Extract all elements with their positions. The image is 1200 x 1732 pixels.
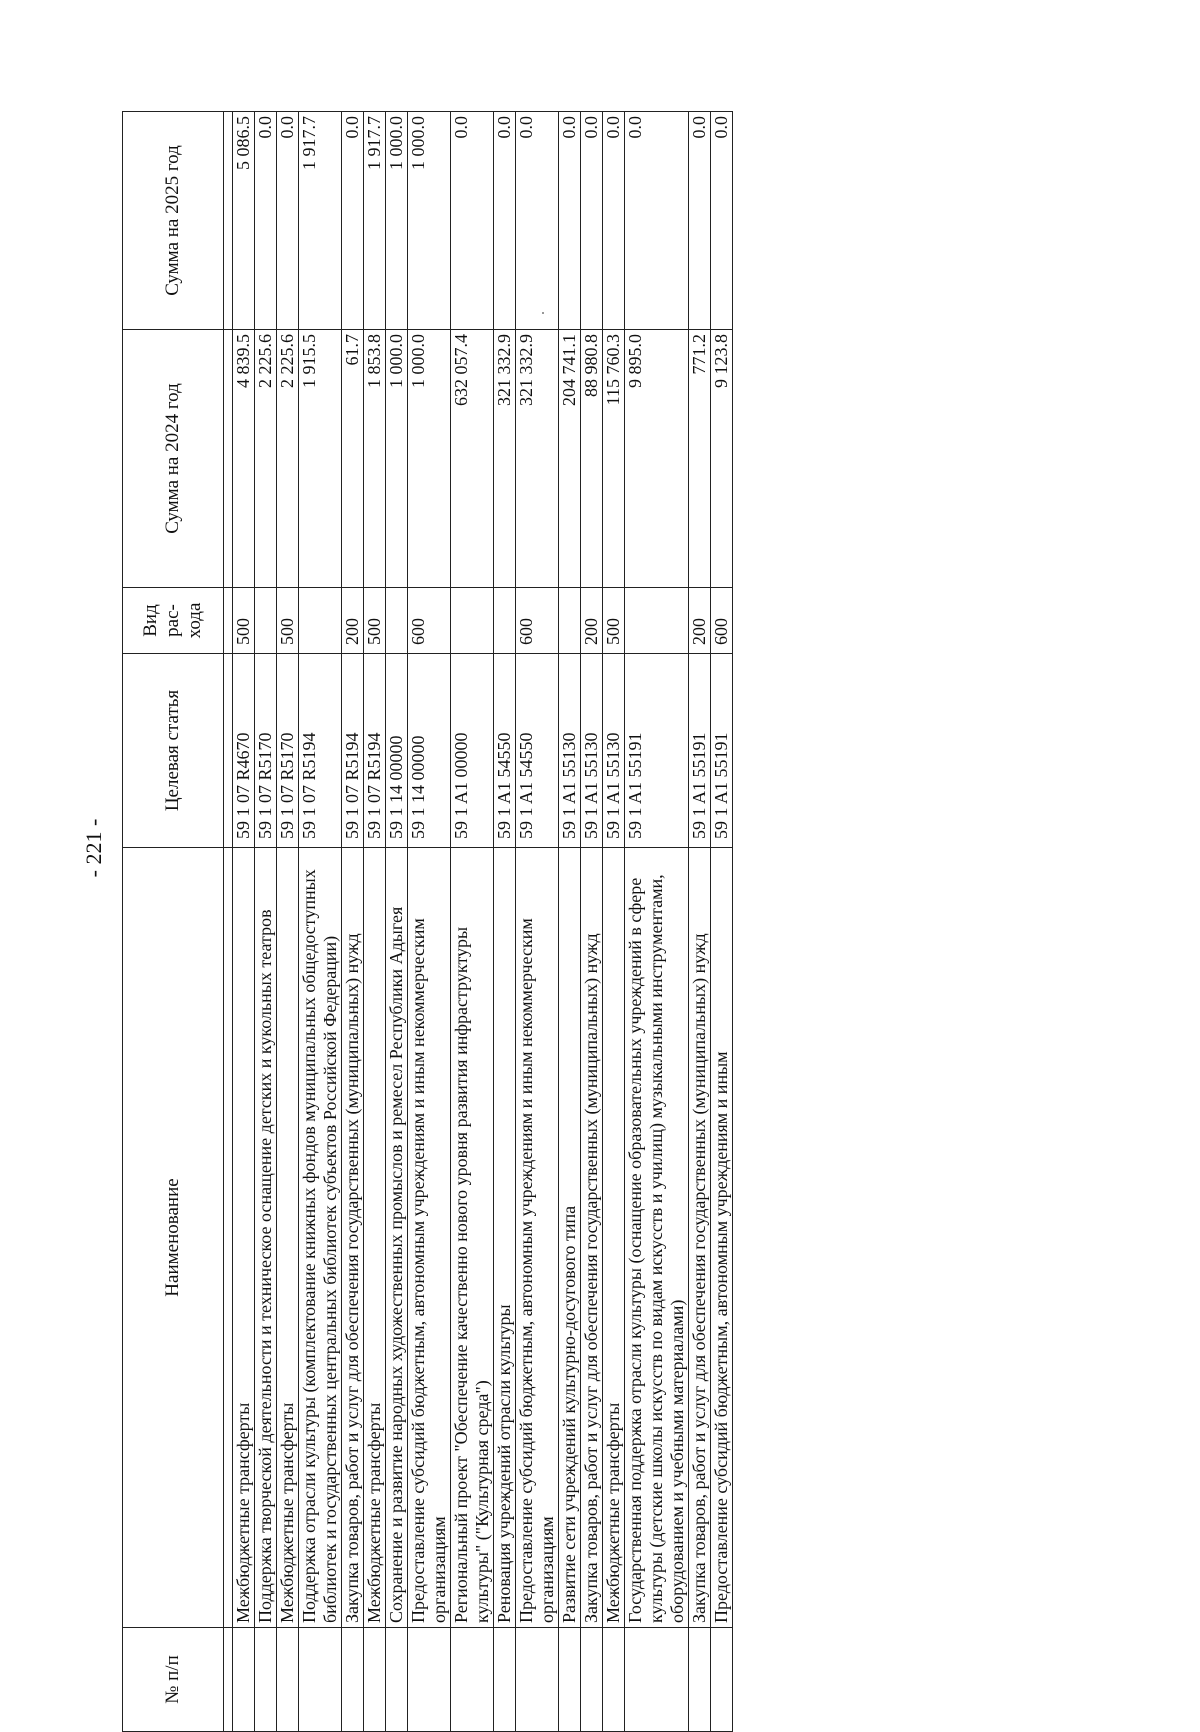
row-target-article-cell: 59 1 A1 54550: [494, 654, 516, 848]
row-sum-2025-cell: 1 000.0: [408, 112, 451, 330]
row-expense-type-cell: 500: [277, 588, 299, 654]
row-sum-2024-cell: 9 895.0: [625, 330, 689, 588]
row-sum-2025-cell: 0.0: [277, 112, 299, 330]
row-sum-2025-cell: 0.0: [711, 112, 733, 330]
row-index-cell: [233, 1628, 255, 1732]
table-spacer-row: [224, 112, 233, 1732]
row-index-cell: [299, 1628, 342, 1732]
row-index-cell: [277, 1628, 299, 1732]
row-name-cell: Развитие сети учреждений культурно-досугового типа: [559, 848, 581, 1628]
row-index-cell: [386, 1628, 408, 1732]
row-target-article-cell: 59 1 A1 55130: [603, 654, 625, 848]
row-name-cell: Поддержка творческой деятельности и техническое оснащение детских и кукольных театров: [255, 848, 277, 1628]
row-name-cell: Региональный проект "Обеспечение качественно нового уровня развития инфраструктуры культуры" ("Культурная среда"): [451, 848, 494, 1628]
row-name-cell: Поддержка отрасли культуры (комплектование книжных фондов муниципальных общедоступных библиотек и государственных центральных библиотек субъектов Российской Федерации): [299, 848, 342, 1628]
row-index-cell: [408, 1628, 451, 1732]
row-target-article-cell: 59 1 A1 55191: [711, 654, 733, 848]
table-row: [408, 112, 451, 1732]
header-expense-type: Вид рас-хода: [123, 588, 224, 654]
row-sum-2024-cell: 771.2: [689, 330, 711, 588]
row-name-cell: Предоставление субсидий бюджетным, автономным учреждениям и иным некоммерческим организациям: [516, 848, 559, 1628]
row-name-cell: Предоставление субсидий бюджетным, автономным учреждениям и иным некоммерческим организациям: [408, 848, 451, 1628]
row-target-article-cell: 59 1 07 R5194: [364, 654, 386, 848]
row-sum-2024-cell: 1 000.0: [408, 330, 451, 588]
row-sum-2025-cell: 1 917.7: [299, 112, 342, 330]
row-sum-2024-cell: 9 123.8: [711, 330, 733, 588]
row-name-cell: Межбюджетные трансферты: [364, 848, 386, 1628]
row-index-cell: [625, 1628, 689, 1732]
row-sum-2025-cell: 0.0: [603, 112, 625, 330]
row-target-article-cell: 59 1 A1 55130: [559, 654, 581, 848]
row-name-cell: Межбюджетные трансферты: [277, 848, 299, 1628]
row-sum-2025-cell: 0.0: [516, 112, 559, 330]
row-sum-2024-cell: 2 225.6: [255, 330, 277, 588]
row-name-cell: Закупка товаров, работ и услуг для обеспечения государственных (муниципальных) нужд: [581, 848, 603, 1628]
table-row: [386, 112, 408, 1732]
row-expense-type-cell: 500: [603, 588, 625, 654]
row-sum-2025-cell: 0.0: [559, 112, 581, 330]
row-sum-2025-cell: 0.0: [581, 112, 603, 330]
table-row: [711, 112, 733, 1732]
table-header-row: [123, 112, 224, 1732]
row-target-article-cell: 59 1 07 R5170: [277, 654, 299, 848]
row-index-cell: [689, 1628, 711, 1732]
row-sum-2024-cell: 1 000.0: [386, 330, 408, 588]
row-index-cell: [451, 1628, 494, 1732]
row-sum-2024-cell: 4 839.5: [233, 330, 255, 588]
row-index-cell: [559, 1628, 581, 1732]
row-index-cell: [711, 1628, 733, 1732]
row-target-article-cell: 59 1 07 R5170: [255, 654, 277, 848]
table-row: [233, 112, 255, 1732]
table-body: [233, 112, 733, 1732]
row-expense-type-cell: [494, 588, 516, 654]
table-row: [625, 112, 689, 1732]
table-row: [516, 112, 559, 1732]
row-sum-2024-cell: 632 057.4: [451, 330, 494, 588]
row-index-cell: [255, 1628, 277, 1732]
document-table-area: [122, 112, 982, 1732]
row-expense-type-cell: [559, 588, 581, 654]
row-index-cell: [581, 1628, 603, 1732]
row-target-article-cell: 59 1 A1 00000: [451, 654, 494, 848]
row-name-cell: Закупка товаров, работ и услуг для обеспечения государственных (муниципальных) нужд: [342, 848, 364, 1628]
row-sum-2025-cell: 0.0: [494, 112, 516, 330]
row-name-cell: Реновация учреждений отрасли культуры: [494, 848, 516, 1628]
row-target-article-cell: 59 1 14 00000: [408, 654, 451, 848]
page-number: - 221 -: [81, 818, 106, 878]
row-expense-type-cell: [451, 588, 494, 654]
table-row: [581, 112, 603, 1732]
row-expense-type-cell: 600: [516, 588, 559, 654]
table-row: [603, 112, 625, 1732]
row-expense-type-cell: 600: [711, 588, 733, 654]
row-expense-type-cell: 200: [581, 588, 603, 654]
row-sum-2024-cell: 1 853.8: [364, 330, 386, 588]
row-sum-2024-cell: 61.7: [342, 330, 364, 588]
row-sum-2025-cell: 0.0: [451, 112, 494, 330]
row-name-cell: Сохранение и развитие народных художественных промыслов и ремесел Республики Адыгея: [386, 848, 408, 1628]
row-expense-type-cell: 600: [408, 588, 451, 654]
row-target-article-cell: 59 1 07 R5194: [342, 654, 364, 848]
row-name-cell: Предоставление субсидий бюджетным, автономным учреждениям и иным: [711, 848, 733, 1628]
row-expense-type-cell: [299, 588, 342, 654]
row-sum-2024-cell: 115 760.3: [603, 330, 625, 588]
row-sum-2025-cell: 1 000.0: [386, 112, 408, 330]
row-sum-2024-cell: 321 332.9: [494, 330, 516, 588]
table-row: [689, 112, 711, 1732]
row-expense-type-cell: 500: [364, 588, 386, 654]
table-row: [342, 112, 364, 1732]
budget-table: [122, 111, 733, 1732]
row-index-cell: [364, 1628, 386, 1732]
row-sum-2025-cell: 0.0: [689, 112, 711, 330]
row-sum-2025-cell: 0.0: [625, 112, 689, 330]
row-target-article-cell: 59 1 A1 55191: [689, 654, 711, 848]
header-index: № п/п: [123, 1628, 224, 1732]
row-expense-type-cell: [386, 588, 408, 654]
row-sum-2025-cell: 5 086.5: [233, 112, 255, 330]
header-target-article: Целевая статья: [123, 654, 224, 848]
row-expense-type-cell: 200: [689, 588, 711, 654]
row-sum-2024-cell: 88 980.8: [581, 330, 603, 588]
row-index-cell: [494, 1628, 516, 1732]
table-row: [255, 112, 277, 1732]
table-row: [299, 112, 342, 1732]
row-target-article-cell: 59 1 14 00000: [386, 654, 408, 848]
header-sum-2024: Сумма на 2024 год: [123, 330, 224, 588]
row-target-article-cell: 59 1 07 R4670: [233, 654, 255, 848]
table-row: [277, 112, 299, 1732]
row-target-article-cell: 59 1 A1 55191: [625, 654, 689, 848]
row-expense-type-cell: 200: [342, 588, 364, 654]
row-index-cell: [342, 1628, 364, 1732]
row-index-cell: [516, 1628, 559, 1732]
row-sum-2024-cell: 204 741.1: [559, 330, 581, 588]
row-target-article-cell: 59 1 A1 54550: [516, 654, 559, 848]
row-name-cell: Межбюджетные трансферты: [603, 848, 625, 1628]
row-expense-type-cell: [255, 588, 277, 654]
rotated-table: [122, 112, 982, 1732]
header-name: Наименование: [123, 848, 224, 1628]
table-row: [494, 112, 516, 1732]
row-target-article-cell: 59 1 07 R5194: [299, 654, 342, 848]
row-sum-2024-cell: 1 915.5: [299, 330, 342, 588]
row-sum-2025-cell: 0.0: [255, 112, 277, 330]
row-sum-2024-cell: 2 225.6: [277, 330, 299, 588]
table-row: [559, 112, 581, 1732]
row-index-cell: [603, 1628, 625, 1732]
row-sum-2025-cell: 1 917.7: [364, 112, 386, 330]
row-name-cell: Государственная поддержка отрасли культуры (оснащение образовательных учреждений в сфере культуры (детские школы искусств по видам искусств и училищ) музыкальными инструментами, оборудованием и учебными материалами): [625, 848, 689, 1628]
row-name-cell: Закупка товаров, работ и услуг для обеспечения государственных (муниципальных) нужд: [689, 848, 711, 1628]
row-target-article-cell: 59 1 A1 55130: [581, 654, 603, 848]
table-row: [451, 112, 494, 1732]
header-sum-2025: Сумма на 2025 год: [123, 112, 224, 330]
table-row: [364, 112, 386, 1732]
row-expense-type-cell: 500: [233, 588, 255, 654]
row-sum-2025-cell: 0.0: [342, 112, 364, 330]
row-name-cell: Межбюджетные трансферты: [233, 848, 255, 1628]
row-sum-2024-cell: 321 332.9: [516, 330, 559, 588]
row-expense-type-cell: [625, 588, 689, 654]
